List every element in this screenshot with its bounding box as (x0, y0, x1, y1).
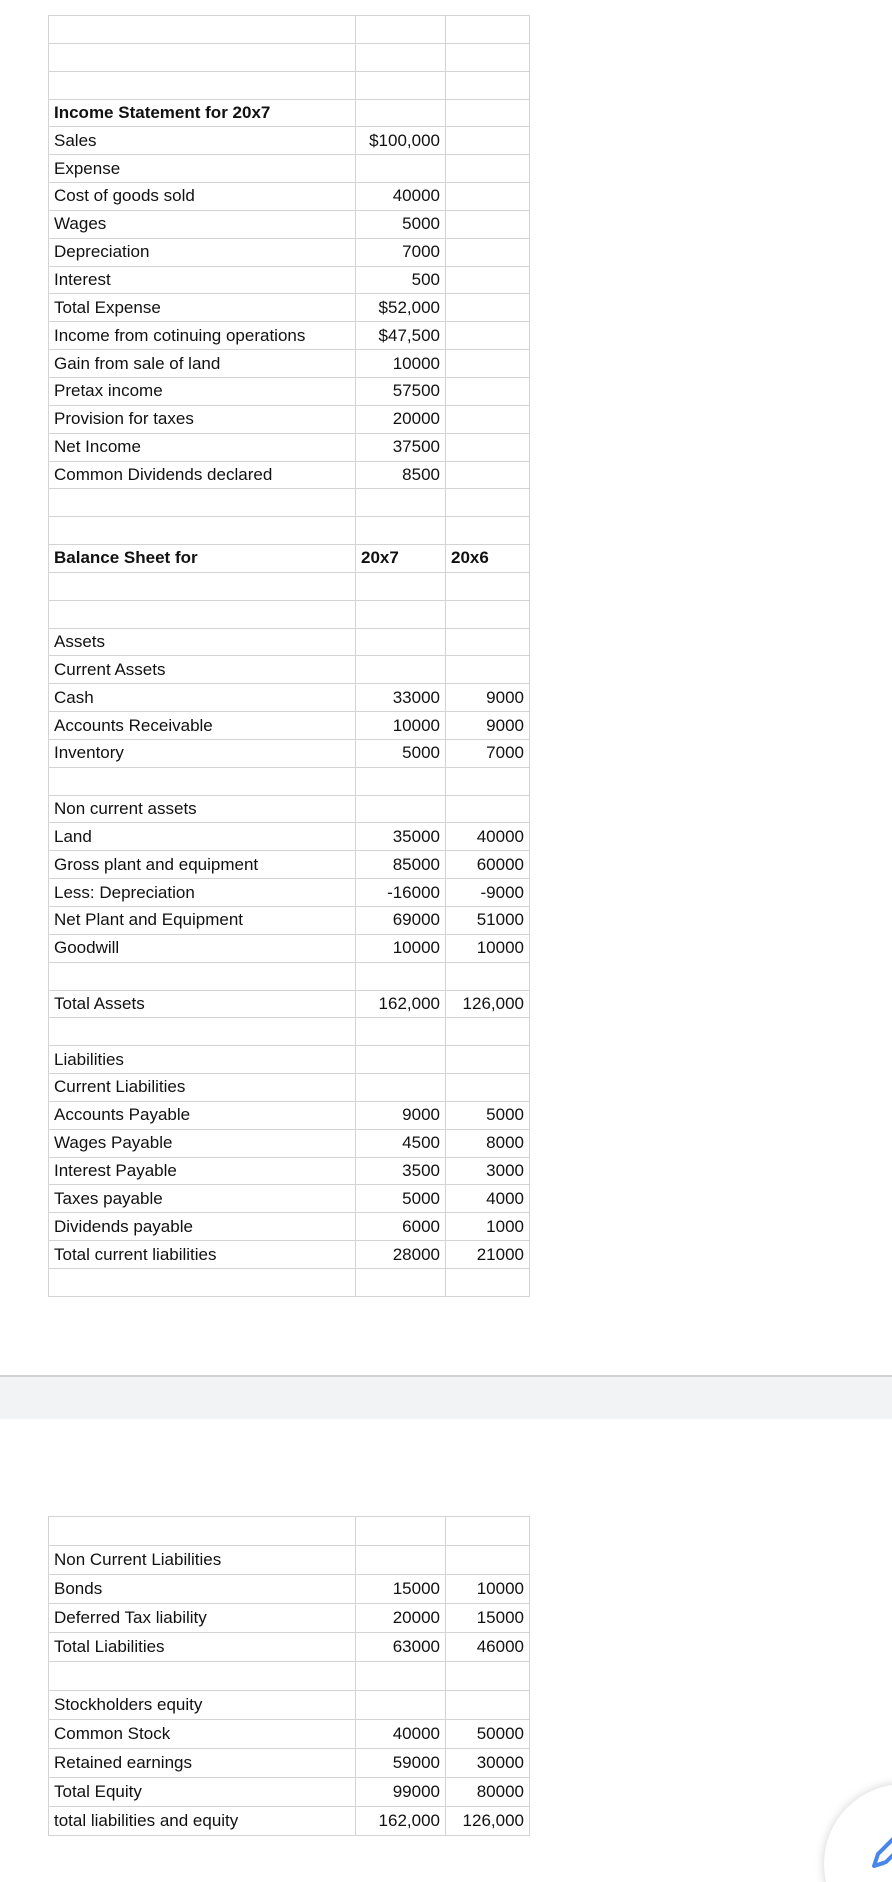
section-label[interactable]: Assets (49, 628, 356, 656)
row-value[interactable]: $52,000 (356, 294, 446, 322)
value-20x6[interactable]: 3000 (446, 1157, 530, 1185)
table-row (49, 1268, 530, 1296)
row-label[interactable]: Land (49, 823, 356, 851)
section-label[interactable]: Non Current Liabilities (49, 1546, 356, 1575)
income-statement-title[interactable]: Income Statement for 20x7 (49, 99, 356, 127)
section-label[interactable]: Stockholders equity (49, 1691, 356, 1720)
cell[interactable] (446, 99, 530, 127)
value-20x6[interactable]: 40000 (446, 823, 530, 851)
table-row (49, 823, 530, 851)
row-label[interactable]: Less: Depreciation (49, 879, 356, 907)
value-20x7[interactable]: 28000 (356, 1241, 446, 1269)
page-break-divider (0, 1375, 892, 1419)
cell[interactable] (49, 517, 356, 545)
table-row (49, 294, 530, 322)
table-row (49, 350, 530, 378)
value-20x6[interactable]: 9000 (446, 712, 530, 740)
value-20x7[interactable]: 35000 (356, 823, 446, 851)
value-20x6[interactable]: 46000 (446, 1633, 530, 1662)
table-row (49, 155, 530, 183)
value-20x6[interactable]: 9000 (446, 684, 530, 712)
table-row (49, 1101, 530, 1129)
cell[interactable] (446, 322, 530, 350)
row-label[interactable]: Bonds (49, 1575, 356, 1604)
value-20x7[interactable]: 6000 (356, 1213, 446, 1241)
value-20x7[interactable]: 99000 (356, 1778, 446, 1807)
value-20x6[interactable]: 8000 (446, 1129, 530, 1157)
value-20x6[interactable]: 80000 (446, 1778, 530, 1807)
value-20x7[interactable]: 3500 (356, 1157, 446, 1185)
table-row (49, 1046, 530, 1074)
cell[interactable] (356, 572, 446, 600)
section-label[interactable]: Non current assets (49, 795, 356, 823)
column-header-20x7[interactable]: 20x7 (356, 545, 446, 573)
cell[interactable] (446, 628, 530, 656)
cell[interactable] (446, 1074, 530, 1102)
cell[interactable] (446, 1662, 530, 1691)
table-row (49, 684, 530, 712)
value-20x7[interactable]: 5000 (356, 739, 446, 767)
value-20x7[interactable]: 20000 (356, 1604, 446, 1633)
cell[interactable] (356, 795, 446, 823)
row-label[interactable]: Total current liabilities (49, 1241, 356, 1269)
table-row (49, 907, 530, 935)
table-row (49, 43, 530, 71)
value-20x7[interactable]: 162,000 (356, 990, 446, 1018)
table-row (49, 489, 530, 517)
table-row (49, 795, 530, 823)
cell[interactable] (446, 767, 530, 795)
table-row (49, 1807, 530, 1836)
cell[interactable] (446, 350, 530, 378)
cell[interactable] (446, 183, 530, 211)
row-label[interactable]: Total Assets (49, 990, 356, 1018)
cell[interactable] (446, 600, 530, 628)
table-row (49, 1778, 530, 1807)
table-row (49, 739, 530, 767)
cell[interactable] (49, 1268, 356, 1296)
cell[interactable] (356, 1546, 446, 1575)
value-20x6[interactable]: 21000 (446, 1241, 530, 1269)
row-label[interactable]: Income from cotinuing operations (49, 322, 356, 350)
cell[interactable] (446, 461, 530, 489)
row-label[interactable]: Pretax income (49, 377, 356, 405)
value-20x6[interactable]: -9000 (446, 879, 530, 907)
table-row (49, 183, 530, 211)
cell[interactable] (446, 517, 530, 545)
cell[interactable] (356, 1691, 446, 1720)
cell[interactable] (446, 127, 530, 155)
cell[interactable] (356, 16, 446, 44)
cell[interactable] (356, 1074, 446, 1102)
table-row (49, 600, 530, 628)
table-row (49, 1241, 530, 1269)
cell[interactable] (356, 1018, 446, 1046)
table-row (49, 1604, 530, 1633)
row-label[interactable]: Common Stock (49, 1720, 356, 1749)
row-value[interactable]: 20000 (356, 405, 446, 433)
row-label[interactable]: Net Plant and Equipment (49, 907, 356, 935)
table-row (49, 1720, 530, 1749)
cell[interactable] (446, 405, 530, 433)
section-label[interactable]: Liabilities (49, 1046, 356, 1074)
cell[interactable] (446, 294, 530, 322)
cell[interactable] (356, 489, 446, 517)
cell[interactable] (356, 1268, 446, 1296)
value-20x6[interactable]: 10000 (446, 934, 530, 962)
balance-sheet-header-row (49, 545, 530, 573)
row-label[interactable]: Deferred Tax liability (49, 1604, 356, 1633)
cell[interactable] (356, 71, 446, 99)
row-label[interactable]: Gross plant and equipment (49, 851, 356, 879)
table-row (49, 1185, 530, 1213)
value-20x7[interactable]: 10000 (356, 934, 446, 962)
table-row (49, 127, 530, 155)
cell[interactable] (356, 656, 446, 684)
row-value[interactable]: $47,500 (356, 322, 446, 350)
row-label[interactable]: Retained earnings (49, 1749, 356, 1778)
cell[interactable] (446, 1517, 530, 1546)
cell[interactable] (446, 656, 530, 684)
cell[interactable] (49, 489, 356, 517)
value-20x6[interactable]: 50000 (446, 1720, 530, 1749)
table-row (49, 656, 530, 684)
cell[interactable] (49, 767, 356, 795)
table-row (49, 1074, 530, 1102)
row-value[interactable]: $100,000 (356, 127, 446, 155)
cell[interactable] (356, 99, 446, 127)
cell[interactable] (446, 433, 530, 461)
value-20x7[interactable]: 10000 (356, 712, 446, 740)
income-statement-title-row (49, 99, 530, 127)
cell[interactable] (49, 43, 356, 71)
table-row (49, 851, 530, 879)
value-20x7[interactable]: 33000 (356, 684, 446, 712)
cell[interactable] (446, 16, 530, 44)
cell[interactable] (446, 1268, 530, 1296)
table-row (49, 1129, 530, 1157)
cell[interactable] (446, 1018, 530, 1046)
table-row (49, 712, 530, 740)
value-20x6[interactable]: 126,000 (446, 990, 530, 1018)
value-20x6[interactable]: 60000 (446, 851, 530, 879)
table-row (49, 1691, 530, 1720)
row-label[interactable]: Total Liabilities (49, 1633, 356, 1662)
row-value[interactable]: 10000 (356, 350, 446, 378)
column-header-20x6[interactable]: 20x6 (446, 545, 530, 573)
value-20x7[interactable]: 162,000 (356, 1807, 446, 1836)
table-row (49, 628, 530, 656)
row-label[interactable]: Gain from sale of land (49, 350, 356, 378)
row-label[interactable]: Wages Payable (49, 1129, 356, 1157)
row-label[interactable]: Net Income (49, 433, 356, 461)
row-label[interactable]: Dividends payable (49, 1213, 356, 1241)
table-row (49, 1546, 530, 1575)
cell[interactable] (446, 489, 530, 517)
cell[interactable] (356, 628, 446, 656)
table-row (49, 1213, 530, 1241)
cell[interactable] (49, 16, 356, 44)
row-label[interactable]: Goodwill (49, 934, 356, 962)
row-label[interactable]: Expense (49, 155, 356, 183)
row-label[interactable]: total liabilities and equity (49, 1807, 356, 1836)
table-row (49, 962, 530, 990)
table-row (49, 517, 530, 545)
row-label[interactable]: Common Dividends declared (49, 461, 356, 489)
edit-button[interactable] (824, 1784, 892, 1882)
cell[interactable] (356, 1517, 446, 1546)
cell[interactable] (446, 43, 530, 71)
value-20x7[interactable]: -16000 (356, 879, 446, 907)
balance-sheet-title[interactable]: Balance Sheet for (49, 545, 356, 573)
cell[interactable] (49, 1517, 356, 1546)
spreadsheet-top (48, 15, 530, 1297)
value-20x6[interactable]: 10000 (446, 1575, 530, 1604)
cell[interactable] (49, 1662, 356, 1691)
row-value[interactable]: 57500 (356, 377, 446, 405)
table-row (49, 405, 530, 433)
value-20x7[interactable]: 9000 (356, 1101, 446, 1129)
value-20x7[interactable]: 4500 (356, 1129, 446, 1157)
table-row (49, 1749, 530, 1778)
row-value[interactable]: 500 (356, 266, 446, 294)
row-value[interactable]: 5000 (356, 210, 446, 238)
value-20x7[interactable]: 69000 (356, 907, 446, 935)
cell[interactable] (446, 210, 530, 238)
cell[interactable] (356, 1662, 446, 1691)
table-row (49, 238, 530, 266)
value-20x6[interactable]: 30000 (446, 1749, 530, 1778)
value-20x6[interactable]: 51000 (446, 907, 530, 935)
row-label[interactable]: Total Equity (49, 1778, 356, 1807)
table-row (49, 1662, 530, 1691)
value-20x6[interactable]: 126,000 (446, 1807, 530, 1836)
cell[interactable] (446, 377, 530, 405)
table-row (49, 1018, 530, 1046)
row-value[interactable]: 8500 (356, 461, 446, 489)
spreadsheet-bottom (48, 1516, 530, 1836)
cell[interactable] (49, 572, 356, 600)
value-20x7[interactable]: 63000 (356, 1633, 446, 1662)
section-label[interactable]: Current Liabilities (49, 1074, 356, 1102)
cell[interactable] (446, 962, 530, 990)
table-row (49, 377, 530, 405)
table-row (49, 210, 530, 238)
cell[interactable] (356, 962, 446, 990)
cell[interactable] (49, 71, 356, 99)
table-row (49, 16, 530, 44)
cell[interactable] (446, 71, 530, 99)
value-20x6[interactable]: 7000 (446, 739, 530, 767)
row-label[interactable]: Sales (49, 127, 356, 155)
cell[interactable] (49, 1018, 356, 1046)
value-20x7[interactable]: 59000 (356, 1749, 446, 1778)
value-20x7[interactable]: 5000 (356, 1185, 446, 1213)
row-label[interactable]: Total Expense (49, 294, 356, 322)
row-value[interactable]: 40000 (356, 183, 446, 211)
row-value[interactable]: 7000 (356, 238, 446, 266)
cell[interactable] (446, 572, 530, 600)
table-row (49, 572, 530, 600)
value-20x7[interactable]: 85000 (356, 851, 446, 879)
value-20x6[interactable]: 5000 (446, 1101, 530, 1129)
row-value[interactable]: 37500 (356, 433, 446, 461)
table-row (49, 767, 530, 795)
total-assets-row (49, 990, 530, 1018)
row-label[interactable]: Provision for taxes (49, 405, 356, 433)
table-row (49, 1517, 530, 1546)
cell[interactable] (356, 600, 446, 628)
value-20x7[interactable]: 40000 (356, 1720, 446, 1749)
value-20x6[interactable]: 4000 (446, 1185, 530, 1213)
cell[interactable] (356, 767, 446, 795)
cell[interactable] (49, 962, 356, 990)
value-20x6[interactable]: 1000 (446, 1213, 530, 1241)
cell[interactable] (446, 795, 530, 823)
table-row (49, 322, 530, 350)
cell[interactable] (446, 155, 530, 183)
table-row (49, 1575, 530, 1604)
table-row (49, 433, 530, 461)
table-row (49, 461, 530, 489)
row-label[interactable]: Interest (49, 266, 356, 294)
cell[interactable] (356, 517, 446, 545)
cell[interactable] (49, 600, 356, 628)
row-label[interactable]: Inventory (49, 739, 356, 767)
row-label[interactable]: Accounts Receivable (49, 712, 356, 740)
cell[interactable] (446, 266, 530, 294)
cell[interactable] (446, 1546, 530, 1575)
cell[interactable] (446, 1691, 530, 1720)
row-label[interactable]: Cost of goods sold (49, 183, 356, 211)
value-20x6[interactable]: 15000 (446, 1604, 530, 1633)
pencil-icon (868, 1832, 892, 1872)
cell[interactable] (356, 43, 446, 71)
row-label[interactable]: Accounts Payable (49, 1101, 356, 1129)
cell[interactable] (356, 1046, 446, 1074)
value-20x7[interactable]: 15000 (356, 1575, 446, 1604)
row-label[interactable]: Taxes payable (49, 1185, 356, 1213)
row-label[interactable]: Wages (49, 210, 356, 238)
row-label[interactable]: Interest Payable (49, 1157, 356, 1185)
cell[interactable] (446, 1046, 530, 1074)
table-row (49, 879, 530, 907)
table-row (49, 1633, 530, 1662)
row-label[interactable]: Depreciation (49, 238, 356, 266)
row-label[interactable]: Cash (49, 684, 356, 712)
table-row (49, 1157, 530, 1185)
section-label[interactable]: Current Assets (49, 656, 356, 684)
table-row (49, 266, 530, 294)
cell[interactable] (446, 238, 530, 266)
table-row (49, 934, 530, 962)
table-row (49, 71, 530, 99)
row-value[interactable] (356, 155, 446, 183)
